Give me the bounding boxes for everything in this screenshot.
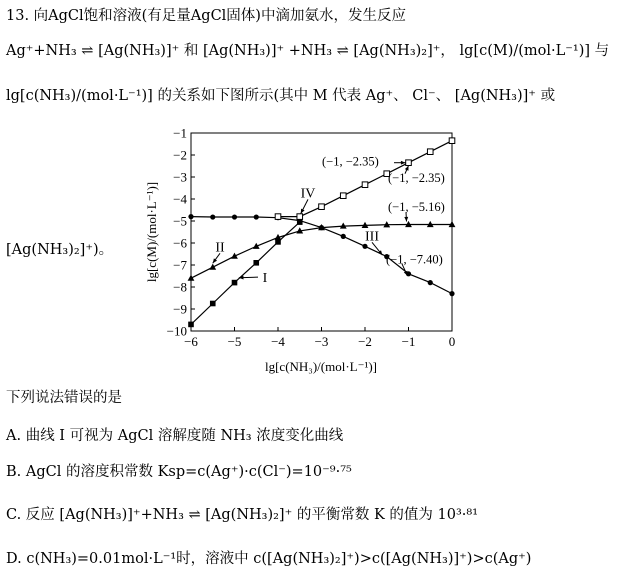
stem-line-4: [Ag(NH₃)₂]⁺)。 bbox=[6, 242, 114, 258]
x-tick-label: 0 bbox=[448, 334, 456, 349]
point-II bbox=[188, 275, 195, 281]
series-line-I bbox=[191, 222, 300, 324]
option-d[interactable] bbox=[6, 549, 531, 569]
x-tick-label: −4 bbox=[271, 334, 285, 349]
y-tick-label: −4 bbox=[173, 191, 187, 207]
point-III bbox=[449, 291, 454, 296]
point-III bbox=[210, 214, 215, 219]
point-III bbox=[232, 214, 237, 219]
y-tick-label: −1 bbox=[173, 125, 187, 141]
x-tick-label: −2 bbox=[358, 334, 372, 349]
curve-label-III: III bbox=[365, 229, 379, 245]
option-c-label: C. bbox=[6, 507, 22, 523]
point-I bbox=[232, 280, 238, 286]
option-b[interactable] bbox=[6, 462, 352, 482]
option-d-text: c(NH₃)=0.01mol·L⁻¹时，溶液中 c([Ag(NH₃)₂]⁺)>c([Ag(NH₃)]⁺)>c(Ag⁺) bbox=[26, 551, 532, 567]
point-IV bbox=[406, 160, 412, 166]
tick-group bbox=[167, 126, 456, 350]
point-IV bbox=[427, 149, 433, 155]
y-tick-label: −8 bbox=[173, 279, 187, 295]
x-axis-label: lg[c(NH₃)/(mol·L⁻¹)] bbox=[264, 359, 378, 374]
point-I bbox=[188, 322, 194, 328]
point-III bbox=[428, 280, 433, 285]
x-tick-label: −6 bbox=[184, 334, 198, 349]
point-annotation: (−1, −5.16) bbox=[388, 200, 445, 215]
y-tick-label: −3 bbox=[173, 169, 187, 185]
curve-label-IV: IV bbox=[300, 186, 316, 202]
option-a-text: 曲线 I 可视为 AgCl 溶解度随 NH₃ 浓度变化曲线 bbox=[25, 428, 344, 444]
option-d-label: D. bbox=[6, 551, 22, 567]
point-III bbox=[188, 214, 193, 219]
curve-label-II: II bbox=[215, 240, 225, 256]
point-II bbox=[209, 264, 216, 270]
y-tick-label: −9 bbox=[173, 301, 187, 317]
point-III bbox=[341, 234, 346, 239]
point-IV bbox=[340, 193, 346, 199]
point-IV bbox=[362, 182, 368, 188]
series-line-II bbox=[191, 225, 452, 279]
point-III bbox=[254, 214, 259, 219]
point-annotation: (−1, −7.40) bbox=[386, 252, 443, 267]
point-IV bbox=[275, 214, 281, 220]
chart-svg bbox=[140, 125, 465, 375]
chart bbox=[140, 125, 465, 375]
point-IV bbox=[319, 204, 325, 210]
option-b-label: B. bbox=[6, 464, 22, 480]
option-c[interactable] bbox=[6, 505, 478, 525]
point-IV bbox=[297, 214, 303, 220]
stem-line-3: lg[c(NH₃)/(mol·L⁻¹)] 的关系如下图所示(其中 M 代表 Ag⁺、 Cl⁻、 [Ag(NH₃)]⁺ 或 bbox=[6, 88, 556, 104]
point-annotation: (−1, −2.35) bbox=[388, 171, 445, 186]
point-III bbox=[319, 225, 324, 230]
x-tick-label: −1 bbox=[401, 334, 416, 349]
option-a[interactable] bbox=[6, 426, 343, 446]
option-a-label: A. bbox=[6, 428, 22, 444]
point-annotation: (−1, −2.35) bbox=[322, 154, 379, 169]
arrow-head bbox=[404, 217, 408, 222]
point-III bbox=[362, 244, 367, 249]
point-I bbox=[210, 301, 216, 307]
x-tick-label: −3 bbox=[314, 334, 329, 349]
point-I bbox=[253, 260, 259, 266]
y-axis-label: lg[c(M)/(mol·L⁻¹)] bbox=[144, 181, 159, 283]
y-tick-label: −5 bbox=[173, 213, 187, 229]
y-tick-label: −2 bbox=[173, 147, 187, 163]
stem-line-1: 13. 向AgCl饱和溶液(有足量AgCl固体)中滴加氨水，发生反应 bbox=[6, 8, 406, 24]
point-IV bbox=[449, 138, 455, 144]
option-b-text: AgCl 的溶度积常数 Ksp=c(Ag⁺)·c(Cl⁻)=10⁻⁹·⁷⁵ bbox=[25, 464, 352, 480]
label-group bbox=[213, 155, 445, 286]
y-tick-label: −10 bbox=[166, 323, 187, 339]
option-c-text: 反应 [Ag(NH₃)]⁺+NH₃ ⇌ [Ag(NH₃)₂]⁺ 的平衡常数 K 的值为 10³·⁸¹ bbox=[25, 507, 479, 523]
x-tick-label: −5 bbox=[227, 334, 242, 349]
curve-label-I: I bbox=[262, 271, 268, 287]
y-tick-label: −7 bbox=[173, 257, 187, 273]
y-tick-label: −6 bbox=[173, 235, 187, 251]
stem-line-2: Ag⁺+NH₃ ⇌ [Ag(NH₃)]⁺ 和 [Ag(NH₃)]⁺ +NH₃ ⇌ [Ag(NH₃)₂]⁺， lg[c(M)/(mol·L⁻¹)] 与 bbox=[6, 43, 610, 59]
question-prompt: 下列说法错误的是 bbox=[6, 390, 122, 406]
